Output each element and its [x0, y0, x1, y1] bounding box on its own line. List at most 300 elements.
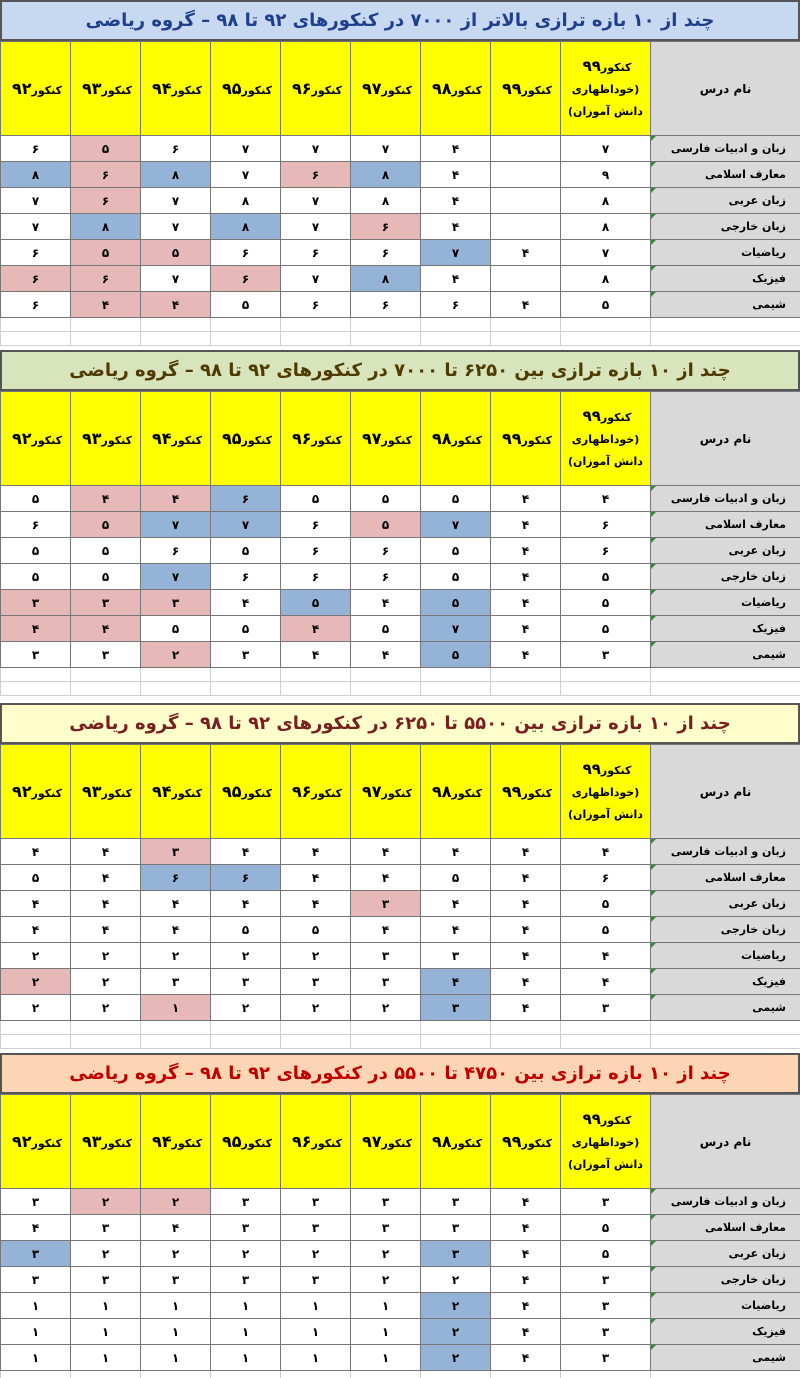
- spacer-row: [1, 1035, 800, 1049]
- section-title: چند از ۱۰ بازه ترازی بین ۶۲۵۰ تا ۷۰۰۰ در کنکورهای ۹۲ تا ۹۸ – گروه ریاضی: [0, 350, 800, 391]
- score-cell: ۷: [141, 266, 211, 292]
- exam-word: کنکور: [451, 787, 483, 800]
- exam-year: ۹۹: [582, 759, 601, 778]
- score-cell: ۱: [211, 1319, 281, 1345]
- exam-year: ۹۳: [81, 1132, 102, 1151]
- subject-name: معارف اسلامی: [651, 865, 800, 891]
- subject-name: ریاضیات: [651, 590, 800, 616]
- score-cell: ۶: [351, 564, 421, 590]
- score-cell: ۷: [421, 240, 491, 266]
- score-cell: ۳: [141, 969, 211, 995]
- exam-year: ۹۶: [291, 782, 312, 801]
- empty-cell: [211, 1035, 281, 1049]
- score-cell: ۳: [211, 1267, 281, 1293]
- score-cell: ۴: [491, 995, 561, 1021]
- empty-cell: [651, 668, 800, 682]
- empty-cell: [651, 1021, 800, 1035]
- score-cell: ۶: [71, 162, 141, 188]
- score-cell: ۴: [71, 917, 141, 943]
- students-line: دانش آموزان): [568, 807, 643, 821]
- column-header-konkur-3: [281, 392, 351, 486]
- score-cell: ۲: [141, 642, 211, 668]
- exam-year: ۹۷: [361, 79, 382, 98]
- score-cell: ۴: [561, 969, 651, 995]
- empty-cell: [561, 332, 651, 346]
- exam-year: ۹۲: [11, 79, 32, 98]
- exam-year: ۹۶: [291, 429, 312, 448]
- empty-cell: [281, 332, 351, 346]
- score-table: [0, 744, 800, 1049]
- self-report-line: (خوداظهاری: [571, 1135, 640, 1149]
- column-header-subject: نام درس: [651, 42, 800, 136]
- section-title: چند از ۱۰ بازه ترازی بین ۴۷۵۰ تا ۵۵۰۰ در کنکورهای ۹۲ تا ۹۸ – گروه ریاضی: [0, 1053, 800, 1094]
- score-cell: ۳: [1, 1267, 71, 1293]
- table-row: [1, 486, 800, 512]
- exam-year: ۹۴: [151, 782, 172, 801]
- exam-year: ۹۵: [221, 79, 242, 98]
- score-cell: ۵: [281, 590, 351, 616]
- table-row: [1, 1215, 800, 1241]
- exam-word: کنکور: [31, 1137, 63, 1150]
- exam-word: کنکور: [241, 84, 273, 97]
- column-header-konkur-99: [491, 745, 561, 839]
- exam-year: ۹۴: [151, 1132, 172, 1151]
- score-cell: ۵: [421, 865, 491, 891]
- empty-cell: [561, 1371, 651, 1378]
- column-header-konkur-6: [71, 42, 141, 136]
- column-header-subject: نام درس: [651, 745, 800, 839]
- score-cell: ۱: [351, 1319, 421, 1345]
- score-cell: ۵: [71, 512, 141, 538]
- score-cell: ۵: [71, 538, 141, 564]
- empty-cell: [491, 332, 561, 346]
- score-cell: ۳: [421, 1241, 491, 1267]
- self-report-line: (خوداظهاری: [571, 785, 640, 799]
- score-cell: ۴: [71, 891, 141, 917]
- score-cell: ۲: [211, 943, 281, 969]
- score-cell: ۸: [561, 266, 651, 292]
- score-cell: ۴: [491, 538, 561, 564]
- score-cell: ۷: [421, 512, 491, 538]
- column-header-konkur-7: [1, 745, 71, 839]
- subject-name: زبان خارجی: [651, 214, 800, 240]
- score-cell: ۵: [211, 917, 281, 943]
- empty-cell: [421, 332, 491, 346]
- score-cell: ۷: [421, 616, 491, 642]
- exam-word: کنکور: [451, 84, 483, 97]
- table-row: [1, 995, 800, 1021]
- score-cell: ۵: [561, 917, 651, 943]
- exam-word: کنکور: [381, 1137, 413, 1150]
- spacer-row: [1, 1371, 800, 1378]
- score-cell: ۵: [421, 486, 491, 512]
- score-cell: ۵: [561, 1215, 651, 1241]
- exam-year: ۹۳: [81, 79, 102, 98]
- score-cell: ۸: [351, 162, 421, 188]
- column-header-konkur-3: [281, 42, 351, 136]
- column-header-konkur-7: [1, 1095, 71, 1189]
- head99-text: [561, 55, 650, 123]
- score-cell: ۲: [1, 943, 71, 969]
- empty-cell: [651, 682, 800, 696]
- score-cell: ۱: [71, 1319, 141, 1345]
- score-cell: ۴: [561, 839, 651, 865]
- exam-word: کنکور: [311, 434, 343, 447]
- exam-year: ۹۴: [151, 429, 172, 448]
- exam-year: ۹۹: [501, 429, 522, 448]
- exam-word: کنکور: [241, 787, 273, 800]
- table-row: [1, 292, 800, 318]
- score-cell: ۴: [71, 616, 141, 642]
- exam-word: کنکور: [101, 787, 133, 800]
- column-header-konkur-6: [71, 392, 141, 486]
- score-cell: ۵: [1, 538, 71, 564]
- exam-word: کنکور: [241, 1137, 273, 1150]
- score-cell: ۴: [141, 1215, 211, 1241]
- score-cell: ۳: [421, 1215, 491, 1241]
- empty-cell: [421, 1371, 491, 1378]
- score-cell: ۴: [281, 865, 351, 891]
- score-cell: ۵: [561, 292, 651, 318]
- score-cell: ۴: [71, 486, 141, 512]
- column-header-konkur-2: [351, 392, 421, 486]
- exam-year: ۹۳: [81, 429, 102, 448]
- score-cell: ۳: [211, 969, 281, 995]
- column-header-konkur-99-self-reported: [561, 42, 651, 136]
- exam-year: ۹۹: [582, 1109, 601, 1128]
- score-cell: ۶: [351, 538, 421, 564]
- score-cell: ۴: [141, 891, 211, 917]
- score-cell: [491, 214, 561, 240]
- score-cell: ۷: [281, 214, 351, 240]
- column-header-konkur-6: [71, 1095, 141, 1189]
- score-cell: ۳: [281, 1215, 351, 1241]
- empty-cell: [351, 1371, 421, 1378]
- spacer-row: [1, 318, 800, 332]
- score-cell: ۷: [141, 564, 211, 590]
- subject-name: زبان عربی: [651, 1241, 800, 1267]
- exam-year: ۹۲: [11, 1132, 32, 1151]
- exam-word: کنکور: [311, 787, 343, 800]
- score-cell: ۳: [1, 590, 71, 616]
- table-row: [1, 1319, 800, 1345]
- subject-name: زبان خارجی: [651, 564, 800, 590]
- score-cell: ۱: [141, 995, 211, 1021]
- empty-cell: [1, 682, 71, 696]
- exam-year: ۹۸: [431, 79, 452, 98]
- score-cell: ۴: [141, 292, 211, 318]
- empty-cell: [211, 1371, 281, 1378]
- column-header-konkur-7: [1, 42, 71, 136]
- score-cell: ۳: [351, 1215, 421, 1241]
- score-cell: ۵: [281, 917, 351, 943]
- empty-cell: [281, 682, 351, 696]
- score-cell: ۴: [561, 943, 651, 969]
- score-cell: ۲: [281, 1241, 351, 1267]
- empty-cell: [141, 318, 211, 332]
- score-cell: ۶: [1, 512, 71, 538]
- score-cell: ۳: [561, 1319, 651, 1345]
- column-header-konkur-4: [211, 392, 281, 486]
- score-cell: ۶: [1, 266, 71, 292]
- exam-year: ۹۷: [361, 782, 382, 801]
- score-cell: ۷: [141, 214, 211, 240]
- column-header-konkur-1: [421, 745, 491, 839]
- score-cell: ۴: [71, 839, 141, 865]
- exam-year: ۹۹: [501, 782, 522, 801]
- score-cell: ۶: [211, 564, 281, 590]
- score-cell: ۲: [281, 943, 351, 969]
- exam-word: کنکور: [171, 787, 203, 800]
- score-cell: ۵: [421, 642, 491, 668]
- empty-cell: [281, 1035, 351, 1049]
- score-cell: ۳: [211, 1189, 281, 1215]
- score-cell: ۸: [141, 162, 211, 188]
- score-cell: ۴: [491, 590, 561, 616]
- score-cell: ۶: [141, 538, 211, 564]
- empty-cell: [421, 668, 491, 682]
- score-cell: ۴: [491, 616, 561, 642]
- column-header-konkur-99: [491, 1095, 561, 1189]
- empty-cell: [1, 668, 71, 682]
- score-cell: ۲: [141, 1189, 211, 1215]
- score-cell: ۱: [141, 1319, 211, 1345]
- empty-cell: [421, 318, 491, 332]
- subject-name: زبان و ادبیات فارسی: [651, 136, 800, 162]
- column-header-konkur-1: [421, 392, 491, 486]
- score-cell: ۴: [491, 564, 561, 590]
- column-header-konkur-99-self-reported: [561, 1095, 651, 1189]
- column-header-konkur-5: [141, 42, 211, 136]
- score-cell: ۲: [351, 1267, 421, 1293]
- score-cell: ۵: [1, 486, 71, 512]
- score-cell: ۳: [351, 969, 421, 995]
- score-table: [0, 41, 800, 346]
- section-title: چند از ۱۰ بازه ترازی بالاتر از ۷۰۰۰ در کنکورهای ۹۲ تا ۹۸ – گروه ریاضی: [0, 0, 800, 41]
- empty-cell: [1, 318, 71, 332]
- score-cell: ۴: [491, 865, 561, 891]
- score-cell: ۲: [421, 1267, 491, 1293]
- score-cell: ۲: [211, 995, 281, 1021]
- score-cell: ۶: [351, 240, 421, 266]
- column-header-konkur-7: [1, 392, 71, 486]
- exam-word: کنکور: [600, 60, 632, 74]
- score-cell: ۲: [211, 1241, 281, 1267]
- table-row: [1, 590, 800, 616]
- score-cell: ۸: [211, 214, 281, 240]
- empty-cell: [651, 1371, 800, 1378]
- table-row: [1, 917, 800, 943]
- column-header-konkur-6: [71, 745, 141, 839]
- score-cell: ۲: [281, 995, 351, 1021]
- column-header-konkur-3: [281, 1095, 351, 1189]
- score-cell: ۳: [421, 995, 491, 1021]
- score-cell: ۲: [71, 1241, 141, 1267]
- score-table: [0, 391, 800, 696]
- empty-cell: [491, 318, 561, 332]
- score-cell: ۶: [281, 240, 351, 266]
- score-cell: ۱: [281, 1319, 351, 1345]
- score-cell: ۶: [561, 512, 651, 538]
- subject-name: زبان و ادبیات فارسی: [651, 1189, 800, 1215]
- exam-word: کنکور: [451, 434, 483, 447]
- header-row: [1, 745, 800, 839]
- score-cell: ۷: [1, 188, 71, 214]
- exam-word: کنکور: [311, 84, 343, 97]
- score-cell: ۲: [421, 1319, 491, 1345]
- exam-word: کنکور: [521, 84, 553, 97]
- score-cell: ۴: [491, 486, 561, 512]
- score-cell: ۴: [281, 839, 351, 865]
- exam-word: کنکور: [241, 434, 273, 447]
- table-row: [1, 642, 800, 668]
- subject-name: ریاضیات: [651, 240, 800, 266]
- table-row: [1, 839, 800, 865]
- score-cell: ۴: [281, 642, 351, 668]
- table-row: [1, 564, 800, 590]
- score-cell: ۵: [1, 865, 71, 891]
- score-cell: ۴: [351, 917, 421, 943]
- header-row: [1, 392, 800, 486]
- table-row: [1, 162, 800, 188]
- exam-word: کنکور: [381, 787, 413, 800]
- score-section: [0, 703, 800, 1049]
- score-cell: ۴: [421, 136, 491, 162]
- empty-cell: [651, 1035, 800, 1049]
- score-cell: ۱: [1, 1319, 71, 1345]
- score-cell: ۲: [71, 969, 141, 995]
- exam-word: کنکور: [600, 763, 632, 777]
- score-cell: ۵: [1, 564, 71, 590]
- empty-cell: [561, 682, 651, 696]
- score-cell: ۴: [351, 642, 421, 668]
- score-cell: ۲: [351, 1241, 421, 1267]
- section-title: چند از ۱۰ بازه ترازی بین ۵۵۰۰ تا ۶۲۵۰ در کنکورهای ۹۲ تا ۹۸ – گروه ریاضی: [0, 703, 800, 744]
- empty-cell: [71, 1035, 141, 1049]
- empty-cell: [351, 1021, 421, 1035]
- score-cell: ۳: [281, 1267, 351, 1293]
- empty-cell: [1, 1371, 71, 1378]
- column-header-konkur-99: [491, 42, 561, 136]
- score-cell: ۵: [211, 292, 281, 318]
- score-cell: ۷: [561, 136, 651, 162]
- score-cell: ۱: [1, 1293, 71, 1319]
- score-cell: ۵: [71, 240, 141, 266]
- score-section: [0, 350, 800, 696]
- score-cell: ۴: [1, 891, 71, 917]
- empty-cell: [141, 1371, 211, 1378]
- score-cell: ۹: [561, 162, 651, 188]
- score-cell: ۳: [71, 642, 141, 668]
- table-row: [1, 1267, 800, 1293]
- table-row: [1, 865, 800, 891]
- score-cell: ۶: [561, 865, 651, 891]
- score-cell: ۳: [561, 995, 651, 1021]
- subject-name: شیمی: [651, 1345, 800, 1371]
- spacer-row: [1, 682, 800, 696]
- score-cell: ۷: [561, 240, 651, 266]
- empty-cell: [211, 1021, 281, 1035]
- table-row: [1, 1345, 800, 1371]
- score-cell: ۵: [421, 590, 491, 616]
- score-cell: ۴: [1, 616, 71, 642]
- score-cell: ۳: [141, 839, 211, 865]
- column-header-konkur-5: [141, 745, 211, 839]
- score-cell: ۸: [561, 188, 651, 214]
- score-cell: ۴: [141, 486, 211, 512]
- exam-year: ۹۲: [11, 429, 32, 448]
- exam-year: ۹۹: [501, 79, 522, 98]
- column-header-konkur-1: [421, 1095, 491, 1189]
- score-cell: ۳: [1, 1189, 71, 1215]
- subject-name: شیمی: [651, 642, 800, 668]
- score-cell: ۱: [281, 1293, 351, 1319]
- head99-text: [561, 758, 650, 826]
- table-row: [1, 266, 800, 292]
- score-cell: ۶: [351, 214, 421, 240]
- score-cell: ۱: [351, 1293, 421, 1319]
- score-cell: ۴: [1, 1215, 71, 1241]
- score-cell: ۲: [351, 995, 421, 1021]
- score-cell: ۷: [211, 162, 281, 188]
- empty-cell: [141, 668, 211, 682]
- exam-word: کنکور: [171, 434, 203, 447]
- exam-year: ۹۹: [582, 406, 601, 425]
- score-section: [0, 0, 800, 346]
- empty-cell: [651, 332, 800, 346]
- score-cell: ۵: [351, 512, 421, 538]
- score-cell: ۶: [1, 136, 71, 162]
- subject-name: زبان عربی: [651, 538, 800, 564]
- score-cell: ۳: [141, 1267, 211, 1293]
- subject-name: ریاضیات: [651, 1293, 800, 1319]
- empty-cell: [561, 1021, 651, 1035]
- empty-cell: [211, 668, 281, 682]
- score-cell: ۶: [1, 240, 71, 266]
- subject-name: زبان و ادبیات فارسی: [651, 839, 800, 865]
- score-cell: ۷: [211, 512, 281, 538]
- score-cell: ۸: [561, 214, 651, 240]
- table-row: [1, 240, 800, 266]
- empty-cell: [491, 1035, 561, 1049]
- exam-year: ۹۷: [361, 1132, 382, 1151]
- score-cell: ۴: [491, 240, 561, 266]
- score-cell: ۶: [281, 512, 351, 538]
- empty-cell: [71, 1021, 141, 1035]
- score-cell: ۳: [421, 943, 491, 969]
- empty-cell: [351, 318, 421, 332]
- score-cell: ۵: [561, 891, 651, 917]
- spacer-row: [1, 1021, 800, 1035]
- score-cell: ۴: [211, 839, 281, 865]
- exam-word: کنکور: [521, 787, 553, 800]
- exam-word: کنکور: [311, 1137, 343, 1150]
- students-line: دانش آموزان): [568, 1157, 643, 1171]
- score-cell: ۴: [351, 839, 421, 865]
- score-cell: ۷: [141, 512, 211, 538]
- score-cell: ۵: [211, 538, 281, 564]
- exam-year: ۹۳: [81, 782, 102, 801]
- exam-year: ۹۵: [221, 782, 242, 801]
- score-cell: ۴: [141, 917, 211, 943]
- exam-word: کنکور: [31, 84, 63, 97]
- score-cell: ۸: [211, 188, 281, 214]
- score-cell: ۱: [141, 1345, 211, 1371]
- column-header-konkur-2: [351, 745, 421, 839]
- score-cell: ۶: [281, 292, 351, 318]
- empty-cell: [651, 318, 800, 332]
- score-cell: ۲: [141, 943, 211, 969]
